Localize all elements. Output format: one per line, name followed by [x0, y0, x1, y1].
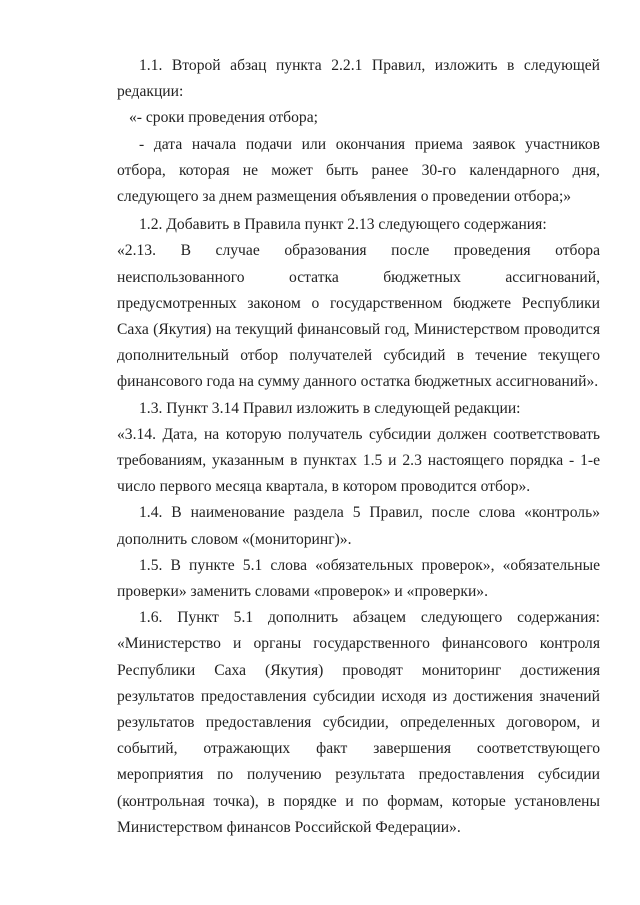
paragraph-1-5: 1.5. В пункте 5.1 слова «обязательных проверок», «обязательные проверки» заменить словами «проверок» и «проверки». — [117, 556, 600, 601]
paragraph-1-6: 1.6. Пункт 5.1 дополнить абзацем следующего содержания: «Министерство и органы государственного финансового контроля Республики Саха (Якутия) проводят мониторинг достижения результатов предоставления субсидии исходя из достижения значений результатов предоставления субсидии, определенных договором, и событий, отражающих факт завершения соответствующего мероприятия по получению результата предоставления субсидии (контрольная точка), в порядке и по формам, которые установлены Министерством финансов Российской Федерации». — [117, 609, 600, 836]
paragraph-1-2: 1.2. Добавить в Правила пункт 2.13 следующего содержания: — [139, 216, 547, 234]
paragraph-1-1: 1.1. Второй абзац пункта 2.2.1 Правил, изложить в следующей редакции: — [117, 57, 600, 101]
paragraph-1-4: 1.4. В наименование раздела 5 Правил, после слова «контроль» дополнить словом «(мониторинг)». — [117, 504, 600, 548]
paragraph-application-dates: - дата начала подачи или окончания приема заявок участников отбора, которая не может быть ранее 30-го календарного дня, следующего за днем размещения объявления о проведении отбора;» — [117, 135, 600, 206]
paragraph-3-14: «3.14. Дата, на которую получатель субсидии должен соответствовать требованиям, указанным в пунктах 1.5 и 2.3 настоящего порядка - 1-е число первого месяца квартала, в котором проводится отбор». — [117, 425, 600, 496]
paragraph-deadlines: «- сроки проведения отбора; — [129, 109, 318, 127]
paragraph-1-3: 1.3. Пункт 3.14 Правил изложить в следующей редакции: — [139, 399, 521, 417]
paragraph-2-13: «2.13. В случае образования после проведения отбора неиспользованного остатка бюджетных ассигнований, предусмотренных законом о государственном бюджете Республики Саха (Якутия) на текущий финансовый год, Министерством проводится дополнительный отбор получателей субсидий в течение текущего финансового года на сумму данного остатка бюджетных ассигнований». — [117, 242, 600, 391]
